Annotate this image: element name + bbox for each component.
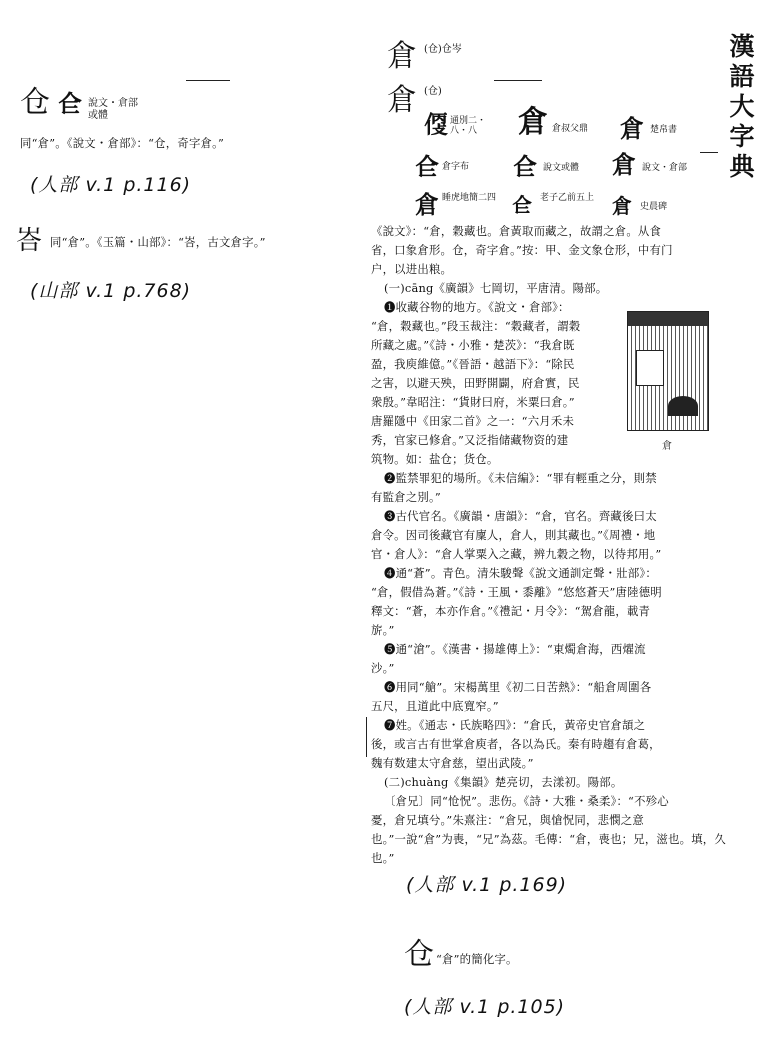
body-line: ❷監禁罪犯的場所。《未信編》：“罪有輕重之分，則禁 (384, 471, 657, 485)
title-char: 漢 (729, 32, 755, 61)
seal-glyph: 倉 (612, 150, 636, 179)
seal-label: 說文・倉部 (642, 163, 688, 173)
title-char: 典 (729, 152, 755, 181)
body-line: 沙。” (371, 661, 395, 675)
head-ref: (仓)仓岑 (424, 44, 462, 55)
seal-label: 睡虎地簡二四 (442, 193, 497, 203)
handwritten-note: (人部 v.1 p.169) (406, 874, 568, 896)
body-line: 户，以进出粮。 (371, 262, 453, 276)
body-line: 筑物。如：盐仓；货仓。 (371, 452, 499, 466)
divider (700, 152, 718, 153)
definition-text: “倉”的簡化字。 (436, 952, 518, 966)
body-line: (一)cāng《廣韻》七岡切，平唐清。陽部。 (384, 281, 608, 295)
seal-glyph: 倉 (415, 190, 439, 219)
body-line: 有監倉之別。” (371, 490, 441, 504)
seal-label: 倉字布 (442, 162, 470, 172)
body-line: 旂。” (371, 623, 395, 637)
illustration-caption: 倉 (662, 441, 672, 452)
body-line: ❶收藏谷物的地方。《說文・倉部》： (384, 300, 570, 314)
body-line: 官・倉人》：“倉人掌粟入之藏，辨九穀之物，以待邦用。” (371, 547, 662, 561)
seal-glyph: 仺 (415, 152, 439, 181)
handwritten-note: (山部 v.1 p.768) (30, 280, 192, 302)
seal-label: 說文・倉部 (88, 98, 138, 109)
granary-illustration (627, 311, 709, 431)
body-line: ❹通“蒼”。青色。清朱駿聲《說文通訓定聲・壯部》： (384, 566, 657, 580)
body-line: 五尺，且道此中底寬窄。” (371, 699, 499, 713)
title-char: 語 (729, 62, 755, 91)
body-line: 之害，以避天殃，田野開闢，府倉實，民 (371, 376, 580, 390)
seal-label: 楚帛書 (650, 125, 678, 135)
definition-text: 同“倉”。《說文・倉部》：“仓，奇字倉。” (20, 136, 225, 150)
seal-glyph: 倉 (620, 114, 644, 143)
body-line: (二)chuàng《集韻》楚亮切，去漾初。陽部。 (384, 775, 623, 789)
illustration-roof (628, 312, 708, 326)
divider (186, 80, 230, 81)
body-line: ❻用同“艙”。宋楊萬里《初二日苦熱》：“船倉周圍各 (384, 680, 652, 694)
entry-head-char: 峇 (16, 226, 43, 256)
body-line: 也。”一說“倉”为喪，“兄”為茲。毛傳：“倉，喪也；兄，滋也。填，久 (371, 832, 726, 846)
seal-label: 或體 (88, 110, 108, 121)
illustration-grain (668, 396, 698, 416)
seal-label: 史晨碑 (640, 202, 668, 212)
body-line: 唐羅隱中《田家二首》之一：“六月禾未 (371, 414, 575, 428)
body-line: 後，或言古有世掌倉庾者，各以為氏。秦有時趨有倉葛， (371, 737, 661, 751)
seal-glyph: 𠊳 (424, 110, 448, 139)
seal-glyph: 倉 (518, 105, 548, 140)
seal-glyph: 倉 (612, 194, 632, 218)
title-char: 字 (729, 122, 755, 151)
seal-label: 說文或體 (543, 163, 580, 173)
body-line: “倉，穀藏也。”段玉裁注：“穀藏者，謂穀 (371, 319, 581, 333)
body-line: 也。” (371, 851, 395, 865)
seal-label: 倉叔父鼎 (552, 124, 589, 134)
body-line: 〔倉兄〕同“怆怳”。悲伤。《詩・大雅・桑柔》：“不殄心 (384, 794, 669, 808)
body-line: “倉，假借為蒼。”《詩・王風・黍離》“悠悠蒼天”唐陸德明 (371, 585, 662, 599)
title-char: 大 (729, 92, 755, 121)
body-line: 衆殷。”韋昭注：“貨財曰府，米粟曰倉。” (371, 395, 575, 409)
seal-label: 通別二・八・八 (450, 116, 487, 136)
main-head-char: 倉 (387, 83, 417, 118)
margin-mark (366, 717, 367, 757)
body-line: 秀，官家已修倉。”又泛指储藏物资的建 (371, 433, 569, 447)
body-line: 盈，我庾維億。”《晉語・越語下》：“除民 (371, 357, 575, 371)
handwritten-note: (人部 v.1 p.105) (404, 996, 566, 1018)
body-line: 魏有数建太守倉慈，望出武陵。” (371, 756, 534, 770)
entry-head-char: 仓 (404, 937, 434, 972)
seal-glyph: 仺 (513, 152, 537, 181)
seal-glyph: 仺 (58, 89, 82, 118)
divider (494, 80, 542, 81)
body-line: ❸古代官名。《廣韻・唐韻》：“倉，官名。齊藏後曰太 (384, 509, 657, 523)
head-ref: (仓) (424, 86, 442, 97)
entry-head-char: 仓 (20, 85, 50, 120)
body-line: 釋文：“蒼，本亦作倉。”《禮記・月令》：“駕倉龍，載青 (371, 604, 651, 618)
body-line: 《說文》：“倉，穀藏也。倉黃取而藏之，故謂之倉。从食 (371, 224, 662, 238)
body-line: 所藏之處。”《詩・小雅・楚茨》：“我倉既 (371, 338, 575, 352)
body-line: 倉令。因司後藏官有廩人，倉人，則其藏也。”《周禮・地 (371, 528, 656, 542)
seal-glyph: 仺 (512, 193, 532, 217)
body-line: 省，口象倉形。仓，奇字倉。”按：甲、金文象仓形，中有门 (371, 243, 673, 257)
main-head-char: 倉 (387, 39, 417, 74)
body-line: ❺通“滄”。《漢書・揚雄傳上》：“東燭倉海，西燿流 (384, 642, 646, 656)
seal-label: 老子乙前五上 (540, 193, 595, 203)
body-line: ❼姓。《通志・氏族略四》：“倉氏，黃帝史官倉頡之 (384, 718, 646, 732)
handwritten-note: (人部 v.1 p.116) (30, 174, 192, 196)
body-line: 憂，倉兄填兮。”朱熹注：“倉兄，與愴怳同，悲憫之意 (371, 813, 644, 827)
definition-text: 同“倉”。《玉篇・山部》：“峇，古文倉字。” (50, 235, 266, 249)
dictionary-title (727, 32, 757, 182)
illustration-door (636, 350, 664, 386)
